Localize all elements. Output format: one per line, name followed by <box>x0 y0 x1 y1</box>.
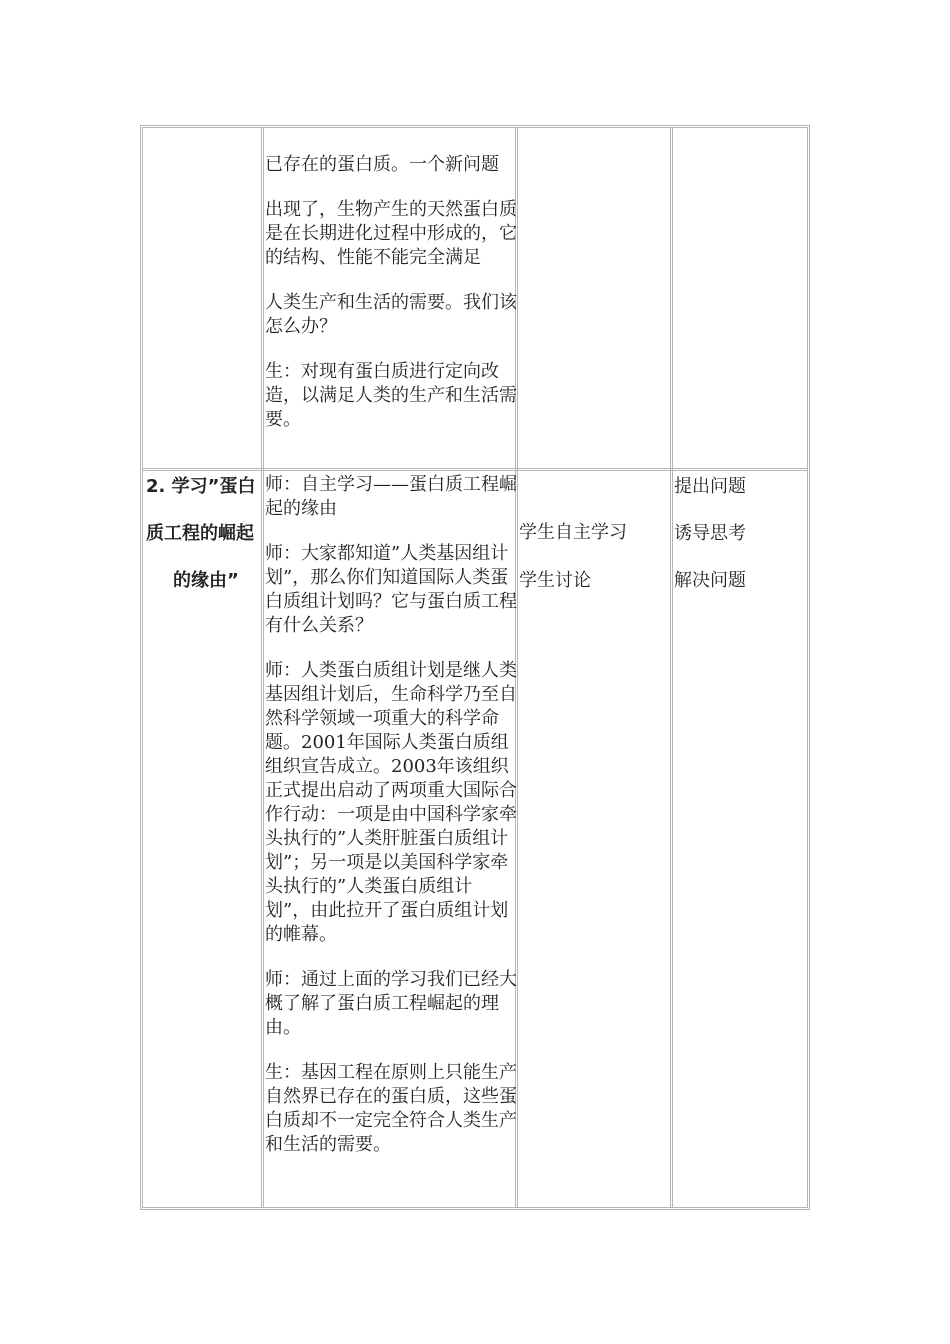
paragraph: 生：基因工程在原则上只能生产自然界已存在的蛋白质，这些蛋白质却不一定完全符合人类生产和生活的需要。 <box>265 1062 517 1155</box>
student-activity: 学生讨论 <box>519 570 591 591</box>
row2-student-cell <box>519 473 669 613</box>
teaching-method: 诱导思考 <box>674 523 746 544</box>
paragraph: 师：大家都知道”人类基因组计划”，那么你们知道国际人类蛋白质组计划吗？它与蛋白质工程有什么关系？ <box>265 543 517 636</box>
row2-method-cell <box>674 473 808 613</box>
row1-teacher-cell <box>265 153 517 453</box>
teaching-method: 提出问题 <box>674 476 746 497</box>
paragraph: 生：对现有蛋白质进行定向改造，以满足人类的生产和生活需要。 <box>265 361 517 430</box>
paragraph: 出现了，生物产生的天然蛋白质是在长期进化过程中形成的，它的结构、性能不能完全满足 <box>265 199 517 268</box>
column-divider <box>670 128 673 1207</box>
paragraph: 人类生产和生活的需要。我们该怎么办？ <box>265 292 517 337</box>
lesson-table <box>140 125 810 1210</box>
column-divider <box>261 128 264 1207</box>
paragraph: 师：通过上面的学习我们已经大概了解了蛋白质工程崛起的理由。 <box>265 969 517 1038</box>
row2-stage-cell <box>143 473 261 613</box>
stage-title-line: 质工程的崛起 <box>146 523 254 544</box>
paragraph: 师：自主学习——蛋白质工程崛起的缘由 <box>265 474 517 519</box>
stage-title-line: 的缘由” <box>173 570 239 591</box>
paragraph: 已存在的蛋白质。一个新问题 <box>265 154 499 175</box>
stage-title-line: 2. 学习”蛋白 <box>146 476 256 497</box>
row2-teacher-cell <box>265 473 517 1178</box>
row-divider <box>143 468 807 471</box>
paragraph: 师：人类蛋白质组计划是继人类基因组计划后，生命科学乃至自然科学领域一项重大的科学命题。2001年国际人类蛋白质组组织宣告成立。2003年该组织正式提出启动了两项重大国际合作行动：一项是由中国科学家牵头执行的”人类肝脏蛋白质组计划”；另一项是以美国科学家牵头执行的”人类蛋白质组计划”，由此拉开了蛋白质组计划的帷幕。 <box>265 660 517 945</box>
student-activity: 学生自主学习 <box>519 522 627 543</box>
teaching-method: 解决问题 <box>674 570 746 591</box>
